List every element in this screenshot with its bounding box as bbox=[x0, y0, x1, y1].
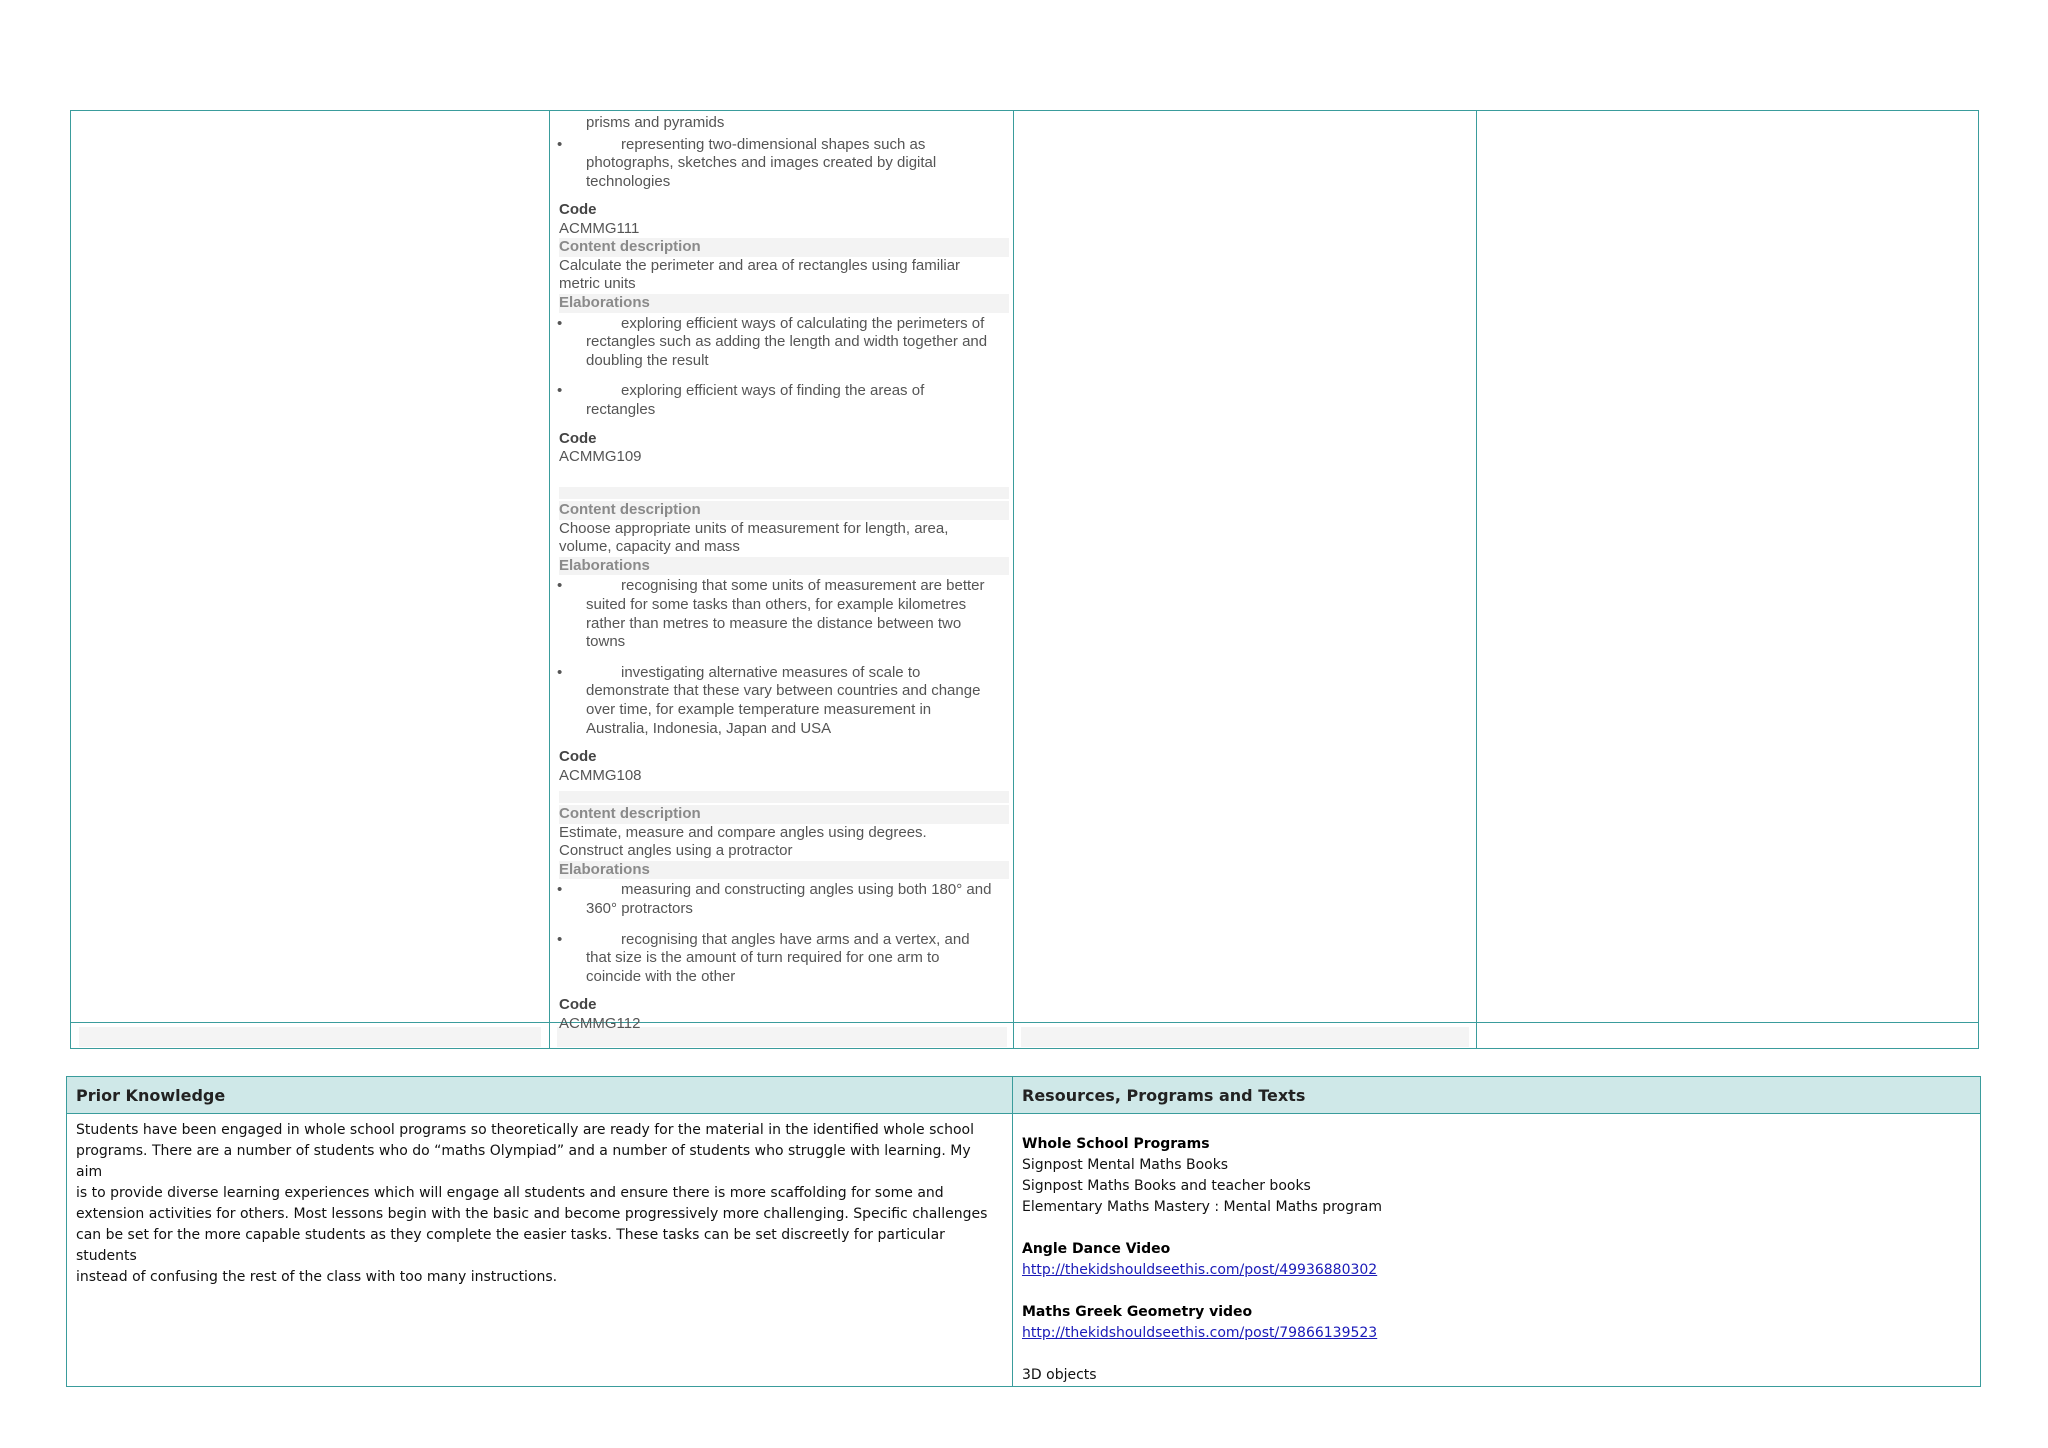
content-item bbox=[559, 487, 1009, 785]
resource-item: Elementary Maths Mastery : Mental Maths program bbox=[1022, 1199, 1383, 1215]
column-divider bbox=[1012, 1077, 1013, 1386]
code-value: ACMMG109 bbox=[559, 448, 642, 466]
elaborations-label: Elaborations bbox=[559, 294, 1009, 313]
planning-table bbox=[66, 1076, 1981, 1387]
elaboration-text: prisms and pyramids bbox=[586, 114, 725, 131]
column-divider bbox=[549, 111, 550, 1048]
content-description-label: Content description bbox=[559, 501, 1009, 520]
code-label: Code bbox=[559, 429, 597, 447]
elaboration-bullet: • exploring efficient ways of finding the areas of rectangles bbox=[557, 382, 925, 418]
elaboration-bullet: • recognising that some units of measurement are better suited for some tasks than others, for example kilometres rather than metres to measure the distance between two towns bbox=[557, 577, 985, 651]
angle-dance-video-link[interactable]: http://thekidshouldseethis.com/post/49936880302 bbox=[1022, 1262, 1378, 1278]
elaboration-bullet: • investigating alternative measures of scale to demonstrate that these vary between countries and change over time, for example temperature measurement in Australia, Indonesia, Japan and USA bbox=[557, 663, 981, 737]
row-divider bbox=[71, 1022, 1978, 1023]
content-item bbox=[559, 791, 1009, 1034]
content-description-text: Choose appropriate units of measurement for length, area, volume, capacity and mass bbox=[559, 519, 949, 556]
elaboration-bullet: • measuring and constructing angles using both 180° and 360° protractors bbox=[557, 881, 992, 917]
code-value: ACMMG112 bbox=[559, 1014, 641, 1032]
elaborations-label: Elaborations bbox=[559, 557, 1009, 576]
greek-geometry-video-link[interactable]: http://thekidshouldseethis.com/post/79866139523 bbox=[1022, 1325, 1378, 1341]
bullet-icon: • bbox=[557, 382, 563, 400]
resources-heading: Resources, Programs and Texts bbox=[1022, 1086, 1306, 1105]
elaboration-bullet: • representing two-dimensional shapes such as photographs, sketches and images created by digital technologies bbox=[557, 135, 937, 190]
empty-cell-shade bbox=[1021, 1027, 1469, 1047]
bullet-icon: • bbox=[557, 881, 563, 899]
bullet-icon: • bbox=[557, 135, 563, 153]
bullet-icon: • bbox=[557, 663, 563, 681]
greek-geometry-video-title: Maths Greek Geometry video bbox=[1022, 1304, 1253, 1320]
content-description-label: Content description bbox=[559, 238, 1009, 257]
code-value: ACMMG108 bbox=[559, 766, 642, 784]
whole-school-programs-title: Whole School Programs bbox=[1022, 1136, 1210, 1152]
bullet-icon: • bbox=[557, 930, 563, 948]
angle-dance-video-title: Angle Dance Video bbox=[1022, 1241, 1171, 1257]
resource-item: Signpost Mental Maths Books bbox=[1022, 1157, 1229, 1173]
column-divider bbox=[1476, 111, 1477, 1048]
code-label: Code bbox=[559, 748, 597, 766]
content-item bbox=[559, 201, 1009, 467]
curriculum-table bbox=[70, 110, 1979, 1049]
resource-item: 3D objects bbox=[1022, 1367, 1097, 1383]
code-label: Code bbox=[559, 996, 597, 1014]
content-description-text: Calculate the perimeter and area of rectangles using familiar metric units bbox=[559, 256, 961, 293]
prior-knowledge-text: Students have been engaged in whole school programs so theoretically are ready for the material in the identified whole school programs. There are a number of students who do “maths Olympiad” and a number of students who struggle with learning. My aim is to provide diverse learning experiences which will engage all students and ensure there is more scaffolding for some and extension activities for others. Most lessons begin with the basic and become progressively more challenging. Specific challenges can be set for the more capable students as they complete the easier tasks. These tasks can be set discreetly for particular students instead of confusing the rest of the class with too many instructions. bbox=[76, 1122, 988, 1285]
resources-list bbox=[1022, 1134, 1962, 1386]
empty-cell-shade bbox=[79, 1027, 541, 1047]
content-description-label: Content description bbox=[559, 805, 1009, 824]
continued-elaboration bbox=[559, 114, 1009, 191]
resource-item: Signpost Maths Books and teacher books bbox=[1022, 1178, 1311, 1194]
elaboration-bullet: • exploring efficient ways of calculating the perimeters of rectangles such as adding the length and width together and doubling the result bbox=[557, 314, 988, 369]
column-divider bbox=[1013, 111, 1014, 1048]
code-label: Code bbox=[559, 201, 597, 218]
elaboration-bullet: • recognising that angles have arms and a vertex, and that size is the amount of turn required for one arm to coincide with the other bbox=[557, 930, 970, 985]
prior-knowledge-heading: Prior Knowledge bbox=[76, 1086, 226, 1105]
code-value: ACMMG111 bbox=[559, 219, 640, 237]
bullet-icon: • bbox=[557, 314, 563, 332]
elaborations-label: Elaborations bbox=[559, 861, 1009, 880]
bullet-icon: • bbox=[557, 577, 563, 595]
content-description-text: Estimate, measure and compare angles using degrees. Construct angles using a protractor bbox=[559, 823, 927, 860]
